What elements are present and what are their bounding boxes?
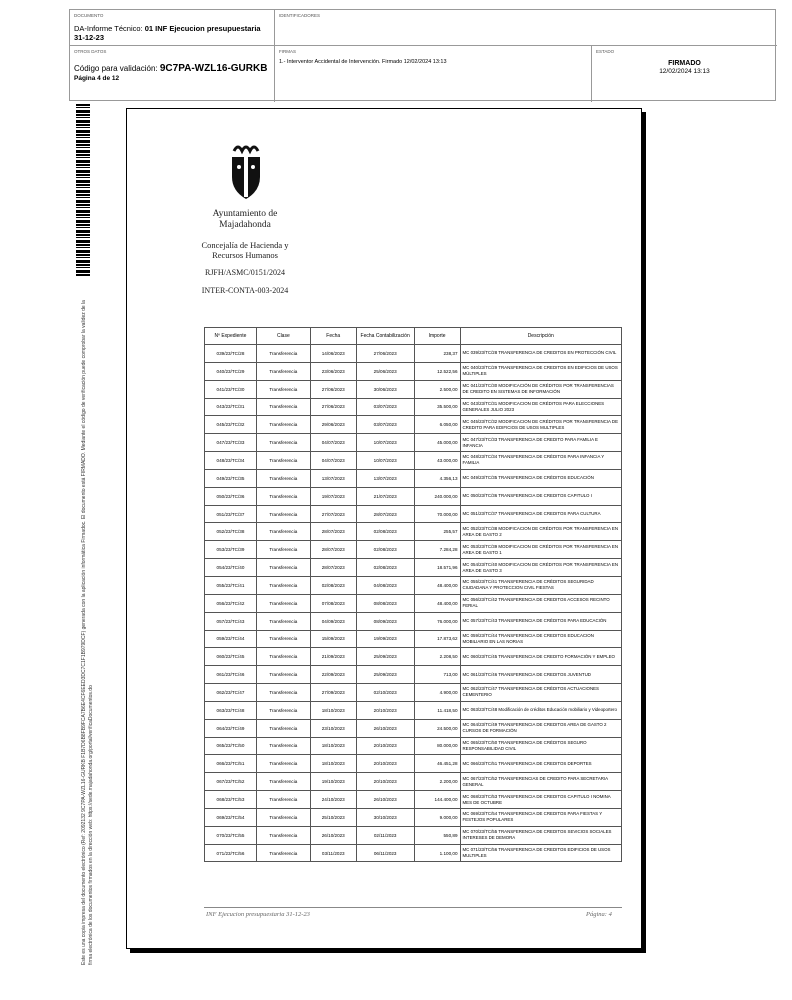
cell-expediente: 053/23/TC/39 [205,541,257,559]
footer-rule [204,907,622,908]
column-header: Nº Expediente [205,328,257,345]
cell-expediente: 059/23/TC/44 [205,630,257,648]
cell-clase: Transferencia [256,362,310,380]
cell-clase: Transferencia [256,452,310,470]
column-header: Fecha Contabilización [356,328,414,345]
cell-fecha: 27/06/2023 [310,398,356,416]
cell-descripcion: MC 053/23/TC/39 MODIFICACION DE CRÉDITOS POR TRANSFERENCIA EN AREA DE GASTO 1 [460,541,621,559]
page-count: Página 4 de 12 [74,75,120,82]
cell-importe: 2.200,00 [414,773,460,791]
cell-expediente: 045/23/TC/32 [205,416,257,434]
cell-fecha-contabilizacion: 02/10/2023 [356,684,414,702]
table-row [205,487,622,505]
cell-importe: 713,00 [414,666,460,684]
cell-descripcion: MC 067/23/TC/52 TRANSFERENCIAS DE CREDITO PARA SECRETARIA GENERAL [460,773,621,791]
cell-fecha: 28/07/2023 [310,541,356,559]
cell-fecha-contabilizacion: 21/07/2023 [356,487,414,505]
cell-expediente: 065/23/TC/50 [205,737,257,755]
cell-descripcion: MC 064/23/TC/49 TRANSFERENCIA DE CREDITOS AREA DE GASTO 2 CURSOS DE FORMACIÓN [460,719,621,737]
cell-descripcion: MC 039/23/TC/28 TRANSFERENCIA DE CREDITOS EN PROTECCIÓN CIVIL [460,345,621,363]
cell-fecha-contabilizacion: 13/07/2023 [356,469,414,487]
cell-fecha-contabilizacion: 20/10/2023 [356,701,414,719]
document-cell [70,10,275,46]
cell-fecha: 18/10/2023 [310,737,356,755]
cell-fecha-contabilizacion: 25/06/2023 [356,362,414,380]
status-badge: FIRMADO [668,60,701,67]
table-row [205,630,622,648]
column-header: Importe [414,328,460,345]
cell-fecha-contabilizacion: 10/07/2023 [356,452,414,470]
cell-fecha-contabilizacion: 02/08/2023 [356,541,414,559]
budget-transfers-table [204,327,622,862]
cell-clase: Transferencia [256,594,310,612]
page-shadow-bottom [130,949,646,953]
other-data-cell [70,46,275,102]
cell-importe: 48.400,00 [414,576,460,594]
cell-descripcion: MC 065/23/TC/50 TRANSFERENCIA DE CRÉDITOS SEGURO RESPONSABILIDAD CIVIL [460,737,621,755]
cell-importe: 9.000,00 [414,808,460,826]
table-row [205,826,622,844]
cell-fecha-contabilizacion: 27/06/2023 [356,345,414,363]
cell-importe: 48.400,00 [414,594,460,612]
verification-side-text: Este es una copia impresa del documento electrónico (Ref: 2092132 9C7PA-WZL16-GURKB F1B7D6B8FB9FCA7B6E4CF6EED3DC7C1F1B979DCF) generada con la aplicación informática Firmadoc. El documento está FIRMADO. Mediante el código de verificación puede comprobar la validez de la firma electrónica de los documentos firmados en la dirección web: https://sede.majadahonda.org/portal/verificaDocumentos.do [81,300,94,965]
cell-clase: Transferencia [256,398,310,416]
cell-fecha-contabilizacion: 19/09/2023 [356,630,414,648]
table-row [205,648,622,666]
cell-fecha: 18/10/2023 [310,755,356,773]
barcode [76,104,90,276]
cell-importe: 4.900,00 [414,684,460,702]
cell-clase: Transferencia [256,684,310,702]
signature-header [69,9,776,101]
status-date: 12/02/2024 13:13 [659,68,710,75]
cell-expediente: 039/23/TC/28 [205,345,257,363]
table-row [205,452,622,470]
cell-clase: Transferencia [256,826,310,844]
table-row [205,541,622,559]
cell-fecha-contabilizacion: 02/11/2023 [356,826,414,844]
cell-importe: 240.000,00 [414,487,460,505]
cell-expediente: 070/23/TC/55 [205,826,257,844]
cell-descripcion: MC 055/23/TC/41 TRANSFERENCIA DE CRÉDITOS SEGURIDAD CIUDADANA Y PROTECCION CIVIL FIESTAS [460,576,621,594]
cell-expediente: 043/23/TC/31 [205,398,257,416]
cell-clase: Transferencia [256,345,310,363]
cell-expediente: 071/23/TC/56 [205,844,257,862]
cell-fecha-contabilizacion: 25/09/2023 [356,666,414,684]
cell-descripcion: MC 040/23/TC/29 TRANSFERENCIA DE CREDITOS EN EDIFICIOS DE USOS MÚLTIPLES [460,362,621,380]
table-row [205,701,622,719]
table-row [205,773,622,791]
cell-importe: 80.000,00 [414,737,460,755]
cell-fecha: 24/10/2023 [310,791,356,809]
cell-expediente: 064/23/TC/49 [205,719,257,737]
cell-fecha-contabilizacion: 26/10/2023 [356,719,414,737]
cell-importe: 2.500,00 [414,380,460,398]
cell-fecha: 22/09/2023 [310,666,356,684]
cell-fecha: 27/07/2023 [310,505,356,523]
cell-descripcion: MC 047/23/TC/33 TRANSFERENCIA DE CREDITO PARA FAMILIA E INFANCIA [460,434,621,452]
cell-fecha: 03/11/2023 [310,844,356,862]
cell-expediente: 061/23/TC/46 [205,666,257,684]
table-row [205,576,622,594]
cell-expediente: 040/23/TC/29 [205,362,257,380]
cell-fecha: 21/09/2023 [310,648,356,666]
cell-fecha-contabilizacion: 06/11/2023 [356,844,414,862]
cell-clase: Transferencia [256,648,310,666]
cell-importe: 1.100,00 [414,844,460,862]
page-shadow-right [642,112,646,953]
cell-clase: Transferencia [256,701,310,719]
table-row [205,719,622,737]
cell-clase: Transferencia [256,380,310,398]
cell-fecha: 13/07/2023 [310,469,356,487]
table-row [205,505,622,523]
cell-fecha-contabilizacion: 30/06/2023 [356,380,414,398]
table-body [205,345,622,862]
table-row [205,612,622,630]
cell-fecha: 28/07/2023 [310,559,356,577]
cell-expediente: 054/23/TC/40 [205,559,257,577]
cell-fecha-contabilizacion: 28/07/2023 [356,505,414,523]
cell-fecha: 27/09/2023 [310,684,356,702]
cell-descripcion: MC 045/23/TC/32 MODIFICACION DE CRÉDITOS POR TRANSFERENCIA DE CREDITO PARA EDIFICIOS DE USOS MULTIPLES [460,416,621,434]
cell-descripcion: MC 060/23/TC/45 TRANSFERENCIA DE CREDITO FORMACIÓN Y EMPLEO [460,648,621,666]
table-row [205,523,622,541]
document-title: DA-Informe Técnico: 01 INF Ejecucion presupuestaria 31-12-23 [74,24,261,42]
organization-name: Ayuntamiento de Majadahonda [212,209,278,230]
cell-expediente: 060/23/TC/45 [205,648,257,666]
cell-fecha: 02/08/2023 [310,576,356,594]
cell-expediente: 055/23/TC/41 [205,576,257,594]
table-row [205,594,622,612]
cell-clase: Transferencia [256,469,310,487]
cell-expediente: 069/23/TC/54 [205,808,257,826]
cell-clase: Transferencia [256,808,310,826]
cell-fecha: 04/07/2023 [310,452,356,470]
cell-expediente: 051/23/TC/37 [205,505,257,523]
cell-clase: Transferencia [256,416,310,434]
cell-importe: 11.418,50 [414,701,460,719]
cell-importe: 70.000,00 [414,505,460,523]
cell-fecha: 27/06/2023 [310,380,356,398]
cell-fecha-contabilizacion: 20/10/2023 [356,773,414,791]
cell-descripcion: MC 056/23/TC/42 TRANSFERENCIA DE CREDITOS ACCESOS RECINTO FERIAL [460,594,621,612]
cell-fecha: 19/10/2023 [310,773,356,791]
cell-importe: 144.400,00 [414,791,460,809]
cell-clase: Transferencia [256,487,310,505]
cell-clase: Transferencia [256,719,310,737]
cell-importe: 43.000,00 [414,452,460,470]
cell-fecha: 19/07/2023 [310,487,356,505]
cell-descripcion: MC 062/23/TC/47 TRANSFERENCIA DE CRÉDITOS ACTUACIONES CEMENTERIO [460,684,621,702]
cell-expediente: 048/23/TC/34 [205,452,257,470]
cell-descripcion: MC 054/23/TC/40 MODIFICACION DE CRÉDITOS POR TRANSFERENCIA EN AREA DE GASTO 3 [460,559,621,577]
cell-clase: Transferencia [256,844,310,862]
cell-importe: 46.451,28 [414,755,460,773]
cell-importe: 255,57 [414,523,460,541]
cell-clase: Transferencia [256,559,310,577]
document-code: INTER-CONTA-003-2024 [201,286,289,295]
department-name: Concejalía de Hacienda y Recursos Humanos [201,240,289,260]
cell-descripcion: MC 066/23/TC/51 TRANSFERENCIA DE CREDITOS DEPORTES [460,755,621,773]
cell-descripcion: MC 043/23/TC/31 MODIFICACION DE CRÉDITOS PARA ELECCIONES GENERALES JULIO 2023 [460,398,621,416]
table-row [205,844,622,862]
signature-entry: 1.- Interventor Accidental de Intervención. Firmado 12/02/2024 13:13 [279,59,447,65]
cell-clase: Transferencia [256,791,310,809]
table-row [205,380,622,398]
cell-importe: 18.571,96 [414,559,460,577]
cell-fecha: 23/06/2023 [310,362,356,380]
column-header: Fecha [310,328,356,345]
cell-fecha-contabilizacion: 02/08/2023 [356,523,414,541]
cell-fecha-contabilizacion: 20/10/2023 [356,755,414,773]
cell-fecha-contabilizacion: 08/09/2023 [356,612,414,630]
cell-fecha: 18/10/2023 [310,701,356,719]
cell-fecha: 14/06/2023 [310,345,356,363]
cell-descripcion: MC 052/23/TC/38 MODIFICACION DE CRÉDITOS POR TRANSFERENCIA EN AREA DE GASTO 2 [460,523,621,541]
cell-clase: Transferencia [256,505,310,523]
cell-fecha: 04/09/2023 [310,612,356,630]
cell-clase: Transferencia [256,666,310,684]
cell-importe: 35.500,00 [414,398,460,416]
table-row [205,666,622,684]
cell-importe: 4.356,13 [414,469,460,487]
cell-descripcion: MC 070/23/TC/55 TRANSFERENCIA DE CREDITOS SEVICIOS SOCIALES INTERESES DE DEMORA [460,826,621,844]
cell-descripcion: MC 051/23/TC/37 TRANSFERENCIA DE CREDITOS PARA CULTURA [460,505,621,523]
cell-fecha: 04/07/2023 [310,434,356,452]
cell-descripcion: MC 048/23/TC/34 TRANSFERENCIA DE CRÉDITOS PARA INFANCIA Y FAMILIA [460,452,621,470]
table-row [205,755,622,773]
cell-expediente: 041/23/TC/30 [205,380,257,398]
cell-expediente: 047/23/TC/33 [205,434,257,452]
cell-descripcion: MC 068/23/TC/53 TRANSFERENCIA DE CREDITOS CAPITULO I NOMINA MES DE OCTUBRE [460,791,621,809]
table-header-row [205,328,622,345]
cell-fecha: 23/10/2023 [310,719,356,737]
cell-descripcion: MC 069/23/TC/54 TRANSFERENCIA DE CREDITOS PARA FIESTAS Y FESTEJOS POPULARES [460,808,621,826]
validation-code: Código para validación: 9C7PA-WZL16-GURKB [74,63,268,74]
cell-importe: 76.000,00 [414,612,460,630]
table-row [205,737,622,755]
table-row [205,434,622,452]
cell-fecha: 07/08/2023 [310,594,356,612]
signatures-label: FIRMAS [279,49,297,54]
cell-expediente: 057/23/TC/43 [205,612,257,630]
cell-expediente: 050/23/TC/36 [205,487,257,505]
cell-descripcion: MC 050/23/TC/36 TRANSFERENCIA DE CREDITOS CAPITULO I [460,487,621,505]
cell-expediente: 049/23/TC/35 [205,469,257,487]
cell-importe: 2.208,50 [414,648,460,666]
table-row [205,808,622,826]
cell-fecha-contabilizacion: 02/08/2023 [356,559,414,577]
cell-expediente: 056/23/TC/42 [205,594,257,612]
identifiers-cell [275,10,777,46]
cell-importe: 238,37 [414,345,460,363]
cell-fecha-contabilizacion: 25/09/2023 [356,648,414,666]
status-label: ESTADO [596,49,615,54]
cell-descripcion: MC 049/23/TC/35 TRANSFERENCIA DE CRÉDITOS EDUCACIÓN [460,469,621,487]
cell-importe: 7.284,28 [414,541,460,559]
cell-fecha-contabilizacion: 26/10/2023 [356,791,414,809]
table-row [205,362,622,380]
cell-descripcion: MC 061/23/TC/46 TRANSFERENCIA DE CREDITOS JUVENTUD [460,666,621,684]
cell-clase: Transferencia [256,523,310,541]
cell-fecha-contabilizacion: 04/08/2023 [356,576,414,594]
identifiers-label: IDENTIFICADORES [279,13,321,18]
cell-expediente: 063/23/TC/48 [205,701,257,719]
table-row [205,398,622,416]
other-data-label: OTROS DATOS [74,49,107,54]
cell-fecha: 28/07/2023 [310,523,356,541]
cell-importe: 45.000,00 [414,434,460,452]
cell-fecha-contabilizacion: 30/10/2023 [356,808,414,826]
cell-fecha-contabilizacion: 03/07/2023 [356,398,414,416]
cell-clase: Transferencia [256,434,310,452]
cell-expediente: 052/23/TC/38 [205,523,257,541]
cell-importe: 550,89 [414,826,460,844]
cell-importe: 17.873,62 [414,630,460,648]
municipal-crest-logo [230,143,262,201]
cell-descripcion: MC 057/23/TC/43 TRANSFERENCIA DE CRÉDITOS PARA EDUCACIÓN [460,612,621,630]
table-row [205,684,622,702]
table-row [205,416,622,434]
cell-fecha-contabilizacion: 03/07/2023 [356,416,414,434]
validation-code-value[interactable]: 9C7PA-WZL16-GURKB [159,63,268,74]
signatures-cell [275,46,592,102]
cell-clase: Transferencia [256,541,310,559]
cell-fecha-contabilizacion: 20/10/2023 [356,737,414,755]
status-cell [592,46,777,102]
document-label: DOCUMENTO [74,13,104,18]
cell-clase: Transferencia [256,576,310,594]
table-row [205,469,622,487]
cell-fecha: 26/10/2023 [310,826,356,844]
cell-expediente: 066/23/TC/51 [205,755,257,773]
cell-fecha-contabilizacion: 10/07/2023 [356,434,414,452]
cell-descripcion: MC 063/23/TC/48 Modificación de créditos Educación mobiliario y Videoportero [460,701,621,719]
cell-expediente: 067/23/TC/52 [205,773,257,791]
cell-clase: Transferencia [256,737,310,755]
cell-expediente: 062/23/TC/47 [205,684,257,702]
cell-clase: Transferencia [256,630,310,648]
cell-importe: 24.500,00 [414,719,460,737]
cell-clase: Transferencia [256,773,310,791]
cell-importe: 12.522,56 [414,362,460,380]
cell-fecha: 29/06/2023 [310,416,356,434]
cell-descripcion: MC 059/23/TC/44 TRANSFERENCIA DE CREDITOS EDUCACION MOBILIARIO EN LAS NORIAS [460,630,621,648]
column-header: Clase [256,328,310,345]
column-header: Descripción [460,328,621,345]
reference-number: RJFH/ASMC/0151/2024 [204,268,286,277]
cell-importe: 6.050,00 [414,416,460,434]
cell-fecha: 25/10/2023 [310,808,356,826]
cell-fecha: 15/09/2023 [310,630,356,648]
cell-clase: Transferencia [256,755,310,773]
footer-document-title: INF Ejecucion presupuestaria 31-12-23 [206,911,310,918]
cell-expediente: 068/23/TC/53 [205,791,257,809]
footer-page-number: Página: 4 [586,911,612,918]
cell-descripcion: MC 071/23/TC/56 TRANSFERENCIA DE CREDITOS EDIFICIOS DE USOS MULTIPLES [460,844,621,862]
table-row [205,791,622,809]
table-row [205,559,622,577]
cell-fecha-contabilizacion: 08/08/2023 [356,594,414,612]
cell-clase: Transferencia [256,612,310,630]
table-row [205,345,622,363]
cell-descripcion: MC 041/23/TC/30 MODIFICACIÓN DE CRÉDITOS POR TRANSFERENCIAS DE CREDITO EN SISTEMAS DE INFORMACIÓN [460,380,621,398]
